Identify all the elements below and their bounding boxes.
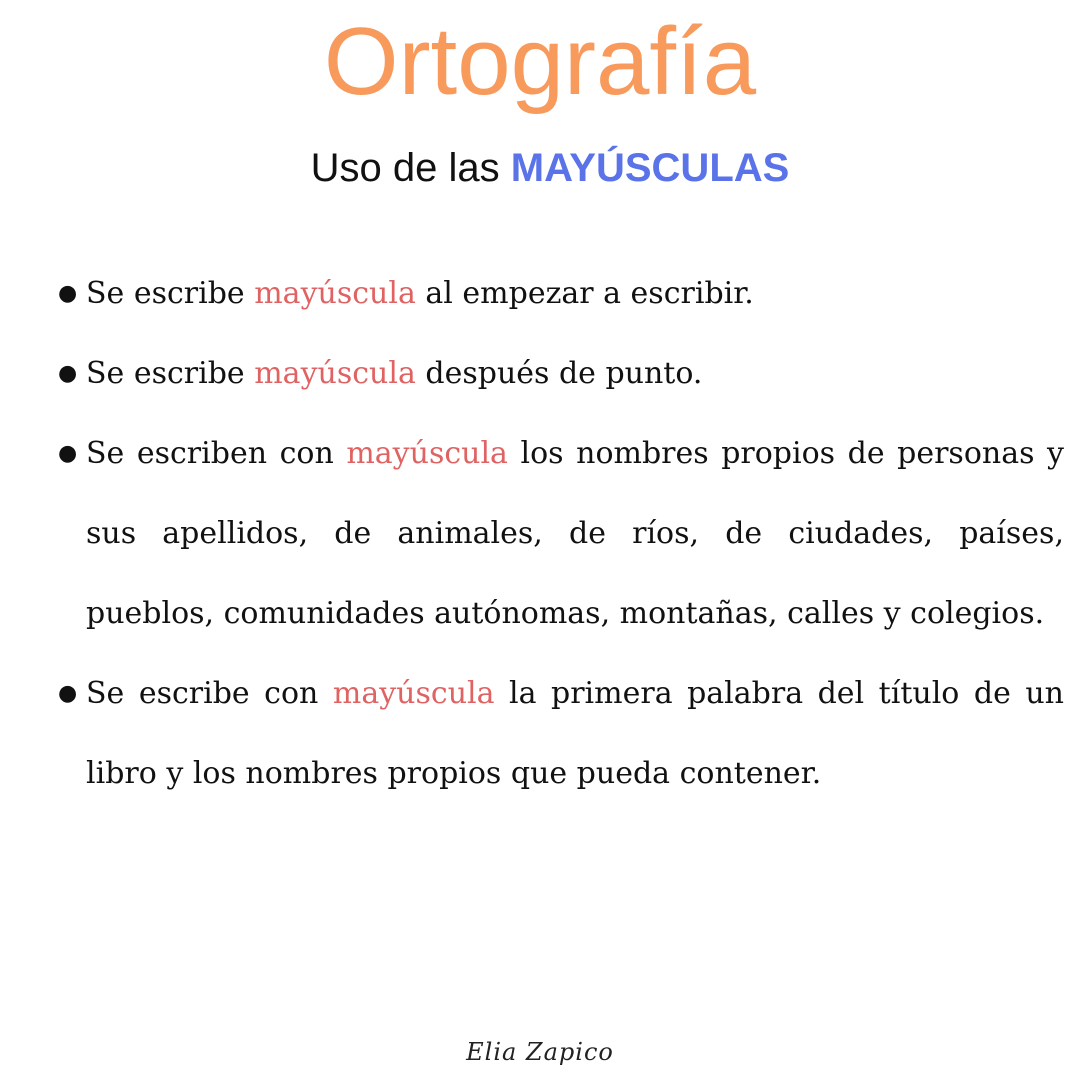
rule-text-after: al empezar a escribir. bbox=[425, 276, 754, 311]
rule-text-before: Se escriben con bbox=[86, 436, 334, 471]
rule-highlight: mayúscula bbox=[346, 436, 508, 471]
rule-text-before: Se escribe con bbox=[86, 676, 319, 711]
page-subtitle bbox=[0, 140, 1080, 196]
rule-highlight: mayúscula bbox=[254, 356, 416, 391]
rule-highlight: mayúscula bbox=[332, 676, 495, 711]
page-title: Ortografía bbox=[323, 8, 757, 115]
rule-highlight: mayúscula bbox=[254, 276, 416, 311]
list-item bbox=[58, 334, 1064, 414]
rule-text-after: los nombres propios de personas y sus apellidos, de animales, de ríos, de ciudades, países, pueblos, comunidades autónomas, montañas, calles y colegios. bbox=[86, 436, 1064, 631]
list-item bbox=[58, 414, 1064, 654]
list-item bbox=[58, 654, 1064, 814]
rule-text-after: después de punto. bbox=[425, 356, 703, 391]
bullet-icon: ● bbox=[58, 441, 78, 466]
rule-text-after: la primera palabra del título de un libro y los nombres propios que pueda contener. bbox=[86, 676, 1064, 791]
rule-text-before: Se escribe bbox=[86, 356, 245, 391]
list-item bbox=[58, 254, 1064, 334]
rules-list bbox=[58, 254, 1064, 814]
author-signature: Elia Zapico bbox=[466, 1038, 614, 1066]
rule-text-before: Se escribe bbox=[86, 276, 245, 311]
bullet-icon: ● bbox=[58, 361, 78, 386]
subtitle-emphasis: MAYÚSCULAS bbox=[510, 146, 790, 190]
subtitle-prefix: Uso de las bbox=[310, 146, 500, 190]
bullet-icon: ● bbox=[58, 281, 78, 306]
bullet-icon: ● bbox=[58, 681, 78, 706]
